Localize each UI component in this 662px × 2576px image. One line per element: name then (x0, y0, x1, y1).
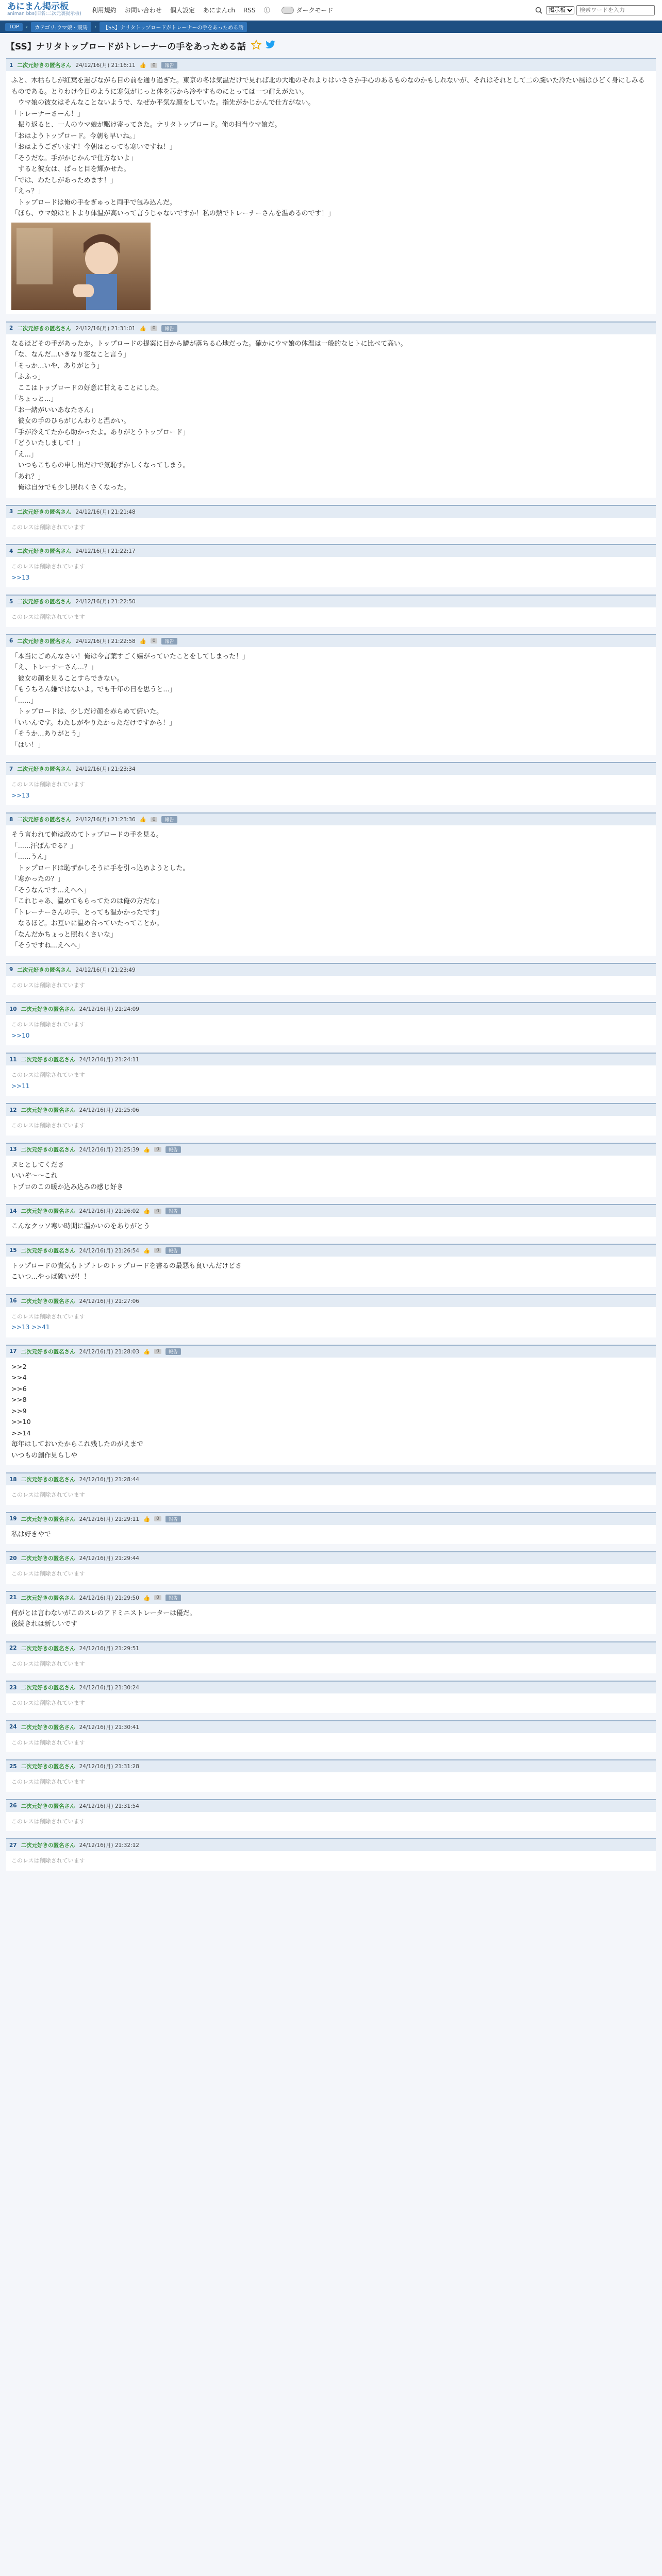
post-date: 24/12/16(月) 21:30:41 (79, 1724, 139, 1731)
post (6, 1838, 656, 1871)
post-number[interactable]: 25 (9, 1763, 17, 1770)
post (6, 58, 656, 314)
post-date: 24/12/16(月) 21:26:54 (79, 1247, 139, 1254)
thumbs-up-icon[interactable]: 👍 (139, 325, 146, 332)
post-body (6, 334, 656, 498)
post-body (6, 1604, 656, 1634)
post-text: そう言われて俺は改めてトップロードの手を見る。 「......汗ばんでる？」 「......うん」 トップロードは恥ずかしそうに手を引っ込めようとした。 「寒かったの？」 「そうなんです...えへへ」 「これじゃあ、温めてもらってたのは俺の方だな」 「トレーナーさんの手、とっても温かかったです」 なるほど。お互いに温め合っていたってことか。 「なんだかちょっと照れくさいな」 「そうですね...えへへ」 (11, 831, 190, 950)
post-number[interactable]: 8 (9, 816, 13, 823)
post-number[interactable]: 6 (9, 638, 13, 644)
report-button[interactable]: 報告 (166, 1516, 181, 1522)
post-date: 24/12/16(月) 21:22:17 (75, 548, 136, 554)
post-author: 二次元好きの匿名さん (17, 62, 72, 69)
nav-link[interactable]: あにまんch (203, 7, 236, 14)
deleted-notice: このレスは削除されています (11, 563, 85, 570)
post-author: 二次元好きの匿名さん (21, 1477, 75, 1483)
vote-count: 0 (154, 1595, 161, 1600)
post-text: 何がとは言わないがこのスレのアドミニストレーターは優だ。 後続きれは新しいです (11, 1609, 196, 1628)
deleted-notice: このレスは削除されています (11, 1778, 85, 1785)
post-number[interactable]: 15 (9, 1247, 17, 1253)
post-header (6, 1294, 656, 1307)
vote-count: 0 (154, 1147, 161, 1152)
vote-count: 0 (154, 1248, 161, 1253)
post-date: 24/12/16(月) 21:32:12 (79, 1842, 139, 1849)
post-body (6, 1812, 656, 1832)
site-logo[interactable] (7, 3, 81, 18)
post-author: 二次元好きの匿名さん (21, 1555, 75, 1562)
post-body (6, 1564, 656, 1584)
post-date: 24/12/16(月) 21:23:36 (75, 817, 136, 823)
post-body (6, 1015, 656, 1045)
report-button[interactable]: 報告 (166, 1208, 181, 1214)
post-author: 二次元好きの匿名さん (21, 1107, 75, 1113)
post-author: 二次元好きの匿名さん (21, 1764, 75, 1770)
post-text: トップロードの貴気もトプトレのトップロードを書るの最悪も良いんだけどさ こいつ...やっぱ破いが！！ (11, 1262, 242, 1281)
post-header (6, 1143, 656, 1156)
post-author: 二次元好きの匿名さん (17, 766, 72, 772)
post-body (6, 1851, 656, 1871)
nav-link[interactable]: ⓘ (263, 7, 270, 14)
favorite-star-icon[interactable] (251, 40, 261, 52)
post-header (6, 1053, 656, 1065)
post (6, 762, 656, 805)
post-header (6, 1838, 656, 1851)
post-date: 24/12/16(月) 21:25:06 (79, 1107, 139, 1113)
post-author: 二次元好きの匿名さん (21, 1057, 75, 1063)
deleted-notice: このレスは削除されています (11, 1313, 85, 1320)
quote-link[interactable]: >>11 (11, 1082, 30, 1090)
deleted-notice: このレスは削除されています (11, 1818, 85, 1825)
post-header (6, 963, 656, 976)
post (6, 1551, 656, 1584)
post-body (6, 1772, 656, 1792)
post (6, 1204, 656, 1236)
post-body (6, 557, 656, 587)
post-number[interactable]: 7 (9, 766, 13, 772)
vote-count: 0 (154, 1516, 161, 1521)
post-body (6, 1116, 656, 1136)
dark-mode-label: ダークモード (296, 7, 334, 14)
post-number[interactable]: 2 (9, 325, 13, 331)
post-body (6, 1733, 656, 1753)
post-number[interactable]: 13 (9, 1146, 17, 1153)
post (6, 1244, 656, 1287)
post-author: 二次元好きの匿名さん (21, 1247, 75, 1254)
thread-header (6, 39, 656, 52)
thumbs-up-icon[interactable]: 👍 (139, 817, 146, 823)
post-number[interactable]: 26 (9, 1803, 17, 1809)
search-input[interactable] (576, 5, 655, 15)
post-author: 二次元好きの匿名さん (21, 1595, 75, 1601)
deleted-notice: このレスは削除されています (11, 1492, 85, 1498)
deleted-notice: このレスは削除されています (11, 523, 85, 531)
nav-link[interactable]: RSS (243, 7, 256, 14)
search-box (534, 5, 655, 15)
vote-count: 0 (151, 326, 158, 331)
search-scope-select[interactable] (546, 6, 574, 14)
post-header (6, 634, 656, 647)
post (6, 1512, 656, 1545)
post-text: なるほどその手があったか。トップロードの提案に目から鱗が落ちる心地だった。確かにウマ娘の体温は一般的なヒトに比べて高い。 「な、なんだ...いきなり変なこと言う」 「そっか...いや、ありがとう」 「ふふっ」 ここはトップロードの好意に甘えることにした。 「ちょっと...」 「お一緒がいいあなたさん」 彼女の手のひらがじんわりと温かい。 「手が冷えてたから助かったよ。ありがとうトップロード」 「どういたしまして！」 「え...」 いつもこちらの申し出だけで気恥ずかしくなってしまう。 「あれ？」 俺は自分でも少し照れくさくなった。 (11, 340, 407, 492)
post-author: 二次元好きの匿名さん (21, 1516, 75, 1522)
post-number[interactable]: 12 (9, 1107, 17, 1113)
report-button[interactable]: 報告 (161, 816, 177, 823)
breadcrumb-thread[interactable]: 【SS】ナリタトップロードがトレーナーの手をあっためる話 (100, 22, 247, 32)
deleted-notice: このレスは削除されています (11, 1739, 85, 1746)
deleted-notice: このレスは削除されています (11, 1122, 85, 1129)
top-bar (0, 0, 662, 21)
post-author: 二次元好きの匿名さん (17, 967, 72, 973)
post (6, 634, 656, 755)
post-author: 二次元好きの匿名さん (17, 599, 72, 605)
report-button[interactable]: 報告 (166, 1247, 181, 1254)
post-date: 24/12/16(月) 21:22:50 (75, 599, 136, 605)
post (6, 1002, 656, 1045)
nav-link[interactable]: 個人設定 (170, 7, 195, 14)
post-header (6, 58, 656, 71)
post-number[interactable]: 23 (9, 1684, 17, 1691)
deleted-notice: このレスは削除されています (11, 781, 85, 788)
post-header (6, 1759, 656, 1772)
post-header (6, 1799, 656, 1812)
thumbs-up-icon[interactable]: 👍 (143, 1595, 151, 1601)
report-button[interactable]: 報告 (161, 62, 177, 69)
post (6, 1103, 656, 1136)
post-header (6, 1472, 656, 1485)
post-body (6, 1307, 656, 1337)
post-text: 私は好きやで (11, 1530, 51, 1538)
post-body (6, 1525, 656, 1545)
vote-count: 0 (154, 1349, 161, 1354)
post (6, 1799, 656, 1832)
thumbs-up-icon[interactable]: 👍 (139, 62, 146, 69)
thumbs-up-icon[interactable]: 👍 (143, 1348, 151, 1355)
post-number[interactable]: 19 (9, 1516, 17, 1522)
post-author: 二次元好きの匿名さん (21, 1146, 75, 1153)
post-header (6, 321, 656, 334)
breadcrumb-separator: › (26, 24, 28, 30)
post-date: 24/12/16(月) 21:27:06 (79, 1298, 139, 1304)
post (6, 1591, 656, 1634)
post-header (6, 1103, 656, 1116)
quote-link[interactable]: >>10 (11, 1031, 30, 1039)
post-text: >>2 >>4 >>6 >>8 >>9 >>10 >>14 毎年はしておいたからこれ残したのがえまで いつもの創作見らしや (11, 1363, 143, 1460)
deleted-notice: このレスは削除されています (11, 1660, 85, 1667)
report-button[interactable]: 報告 (161, 325, 177, 332)
post-author: 二次元好きの匿名さん (17, 638, 72, 645)
quote-link[interactable]: >>13 (11, 573, 30, 581)
post-number[interactable]: 20 (9, 1555, 17, 1562)
post-body (6, 775, 656, 805)
post-author: 二次元好きの匿名さん (17, 509, 72, 515)
post-header (6, 595, 656, 607)
post-header (6, 1720, 656, 1733)
post-date: 24/12/16(月) 21:31:54 (79, 1803, 139, 1809)
post-body (6, 647, 656, 755)
post-number[interactable]: 11 (9, 1056, 17, 1063)
post-body (6, 1654, 656, 1674)
post-number[interactable]: 24 (9, 1724, 17, 1730)
post-date: 24/12/16(月) 21:24:09 (79, 1006, 139, 1012)
post-number[interactable]: 4 (9, 548, 13, 554)
post-number[interactable]: 21 (9, 1595, 17, 1601)
post-body (6, 1485, 656, 1505)
dark-mode-toggle[interactable] (282, 6, 334, 14)
post (6, 1641, 656, 1674)
post-number[interactable]: 1 (9, 62, 13, 69)
post-date: 24/12/16(月) 21:26:02 (79, 1208, 139, 1214)
post-text: ヌヒとしてくださ いいぞ〜〜これ トプロのこの暖か込み込みの感じ好き (11, 1161, 124, 1191)
post-header (6, 1681, 656, 1693)
post-body (6, 518, 656, 537)
post-date: 24/12/16(月) 21:21:48 (75, 509, 136, 515)
post (6, 595, 656, 627)
post-number[interactable]: 17 (9, 1348, 17, 1354)
post-text: こんなクッソ寒い時期に温かいのをありがとう (11, 1223, 150, 1230)
toggle-switch-icon[interactable] (282, 7, 294, 14)
vote-count: 0 (151, 638, 158, 643)
post (6, 1720, 656, 1753)
post-author: 二次元好きの匿名さん (21, 1803, 75, 1809)
post-date: 24/12/16(月) 21:23:49 (75, 967, 136, 973)
post-header (6, 1512, 656, 1525)
post-body (6, 71, 656, 314)
post-date: 24/12/16(月) 21:29:50 (79, 1595, 139, 1601)
post-header (6, 1002, 656, 1015)
post-date: 24/12/16(月) 21:31:28 (79, 1764, 139, 1770)
post (6, 1759, 656, 1792)
thumbs-up-icon[interactable]: 👍 (139, 638, 146, 645)
post-body (6, 1257, 656, 1287)
post-header (6, 1204, 656, 1217)
vote-count: 0 (154, 1209, 161, 1214)
post-body (6, 1217, 656, 1236)
vote-count: 0 (151, 817, 158, 822)
thumbs-up-icon[interactable]: 👍 (143, 1208, 151, 1214)
post-number[interactable]: 16 (9, 1298, 17, 1304)
thumbs-up-icon[interactable]: 👍 (143, 1146, 151, 1153)
post-date: 24/12/16(月) 21:29:11 (79, 1516, 139, 1522)
post-author: 二次元好きの匿名さん (17, 548, 72, 554)
search-icon[interactable] (534, 5, 544, 15)
post-header (6, 1345, 656, 1358)
post-body (6, 1358, 656, 1466)
post (6, 544, 656, 587)
post-number[interactable]: 5 (9, 598, 13, 605)
post-header (6, 505, 656, 518)
post-body (6, 1156, 656, 1197)
post-number[interactable]: 3 (9, 509, 13, 515)
post-header (6, 1551, 656, 1564)
post-body (6, 607, 656, 627)
post-body (6, 1693, 656, 1713)
post-number[interactable]: 22 (9, 1645, 17, 1651)
report-button[interactable]: 報告 (161, 638, 177, 645)
deleted-notice: このレスは削除されています (11, 1570, 85, 1577)
post-body (6, 976, 656, 995)
post (6, 321, 656, 498)
post-date: 24/12/16(月) 21:28:03 (79, 1348, 139, 1355)
post-number[interactable]: 10 (9, 1006, 17, 1012)
post-author: 二次元好きの匿名さん (21, 1645, 75, 1652)
deleted-notice: このレスは削除されています (11, 614, 85, 620)
post-author: 二次元好きの匿名さん (21, 1348, 75, 1355)
post-author: 二次元好きの匿名さん (21, 1208, 75, 1214)
vote-count: 0 (151, 63, 158, 68)
post-text: 「本当にごめんなさい！俺は今言葉すごく嬉がっていたことをしてしまった！」 「え、トレーナーさん...？」 彼女の顔を見ることすらできない。 「もうちろん嫌ではないよ。でも千年の日を思うと...」 「......」 トップロードは、少しだけ顔を赤らめて俯いた。 「いいんです。わたしがやりたかっただけですから！」 「そうか...ありがとう」 「はい！」 (11, 652, 249, 749)
post-header (6, 1641, 656, 1654)
post-date: 24/12/16(月) 21:22:58 (75, 638, 136, 645)
post (6, 505, 656, 537)
post-date: 24/12/16(月) 21:28:44 (79, 1477, 139, 1483)
top-nav (92, 6, 278, 14)
post-header (6, 1591, 656, 1604)
post-body (6, 1065, 656, 1096)
post (6, 1294, 656, 1337)
post-date: 24/12/16(月) 21:16:11 (75, 62, 136, 69)
nav-link[interactable]: 利用規約 (91, 7, 117, 14)
post-header (6, 1244, 656, 1257)
post-header (6, 544, 656, 557)
post-author: 二次元好きの匿名さん (21, 1685, 75, 1691)
deleted-notice: このレスは削除されています (11, 981, 85, 989)
post-number[interactable]: 18 (9, 1476, 17, 1483)
logo-subtitle: animan bbs(旧名:二次元裏掲示板) (7, 11, 81, 16)
post-image[interactable] (11, 223, 151, 310)
deleted-notice: このレスは削除されています (11, 1700, 85, 1706)
post-date: 24/12/16(月) 21:24:11 (79, 1057, 139, 1063)
twitter-share-icon[interactable] (266, 40, 276, 52)
post-date: 24/12/16(月) 21:29:44 (79, 1555, 139, 1562)
post-date: 24/12/16(月) 21:30:24 (79, 1685, 139, 1691)
post-number[interactable]: 14 (9, 1208, 17, 1214)
post-body (6, 825, 656, 956)
post-author: 二次元好きの匿名さん (21, 1006, 75, 1012)
logo-title: あにまん掲示板 (7, 1, 69, 12)
report-button[interactable]: 報告 (166, 1348, 181, 1355)
post (6, 1345, 656, 1466)
breadcrumb-category[interactable]: カテゴリ:ウマ娘・競馬 (31, 22, 91, 32)
report-button[interactable]: 報告 (166, 1146, 181, 1153)
thumbs-up-icon[interactable]: 👍 (143, 1516, 151, 1522)
post-text: ふと、木枯らしが紅葉を運びながら目の前を通り過ぎた。東京の冬は気温だけで見れば北の大地のそれよりはいささか手心のあるものなのかもしれないが、それはそれとして二の腕いた冷たい風はひどく身にしみるものである。とりわけ今日のように寒気がじっと体を芯から冷やすものにとっては一つ耐えがたい。 ウマ娘の彼女はそんなことないようで、なぜか平気な顔をしていた。指先がかじかんで仕方がない。 「トレーナーさーん！」 振り返ると、一人のウマ娘が駆け寄ってきた。ナリタトップロード。俺の担当ウマ娘だ。 「おはようトップロード。今朝も早いね。」 「おはようございます！今朝はとっても寒いですね！」 「そうだな。手がかじかんで仕方ないよ」 すると彼女は、ぱっと目を輝かせた。 「では、わたしがあっためます！」 「えっ？」 トップロードは俺の手をぎゅっと両手で包み込んだ。 「ほら、ウマ娘はヒトより体温が高いって言うじゃないですか！私の熱でトレーナーさんを温めるのです！」 (11, 77, 645, 217)
post-author: 二次元好きの匿名さん (17, 817, 72, 823)
breadcrumb-separator: › (94, 24, 96, 30)
thumbs-up-icon[interactable]: 👍 (143, 1247, 151, 1254)
post-date: 24/12/16(月) 21:23:34 (75, 766, 136, 772)
post (6, 1053, 656, 1096)
post-author: 二次元好きの匿名さん (21, 1724, 75, 1731)
post-date: 24/12/16(月) 21:31:01 (75, 325, 136, 332)
deleted-notice: このレスは削除されています (11, 1021, 85, 1028)
deleted-notice: このレスは削除されています (11, 1072, 85, 1078)
post-number[interactable]: 9 (9, 967, 13, 973)
post-date: 24/12/16(月) 21:29:51 (79, 1645, 139, 1652)
post-header (6, 812, 656, 825)
post-list (6, 58, 656, 1871)
post-date: 24/12/16(月) 21:25:39 (79, 1146, 139, 1153)
post-author: 二次元好きの匿名さん (17, 325, 72, 332)
post (6, 1143, 656, 1197)
main-content (0, 33, 662, 1882)
post (6, 1472, 656, 1505)
report-button[interactable]: 報告 (166, 1595, 181, 1601)
post-author: 二次元好きの匿名さん (21, 1298, 75, 1304)
quote-link[interactable]: >>13 (11, 791, 30, 799)
breadcrumb-top[interactable]: TOP (5, 23, 23, 31)
breadcrumb (0, 21, 662, 33)
quote-link[interactable]: >>13 >>41 (11, 1324, 50, 1331)
nav-link[interactable]: お問い合わせ (124, 7, 162, 14)
page-title: 【SS】ナリタトップロードがトレーナーの手をあっためる話 (6, 42, 246, 52)
post (6, 1681, 656, 1713)
post (6, 812, 656, 956)
post-header (6, 762, 656, 775)
post-number[interactable]: 27 (9, 1842, 17, 1849)
post (6, 963, 656, 995)
post-author: 二次元好きの匿名さん (21, 1842, 75, 1849)
deleted-notice: このレスは削除されています (11, 1857, 85, 1864)
